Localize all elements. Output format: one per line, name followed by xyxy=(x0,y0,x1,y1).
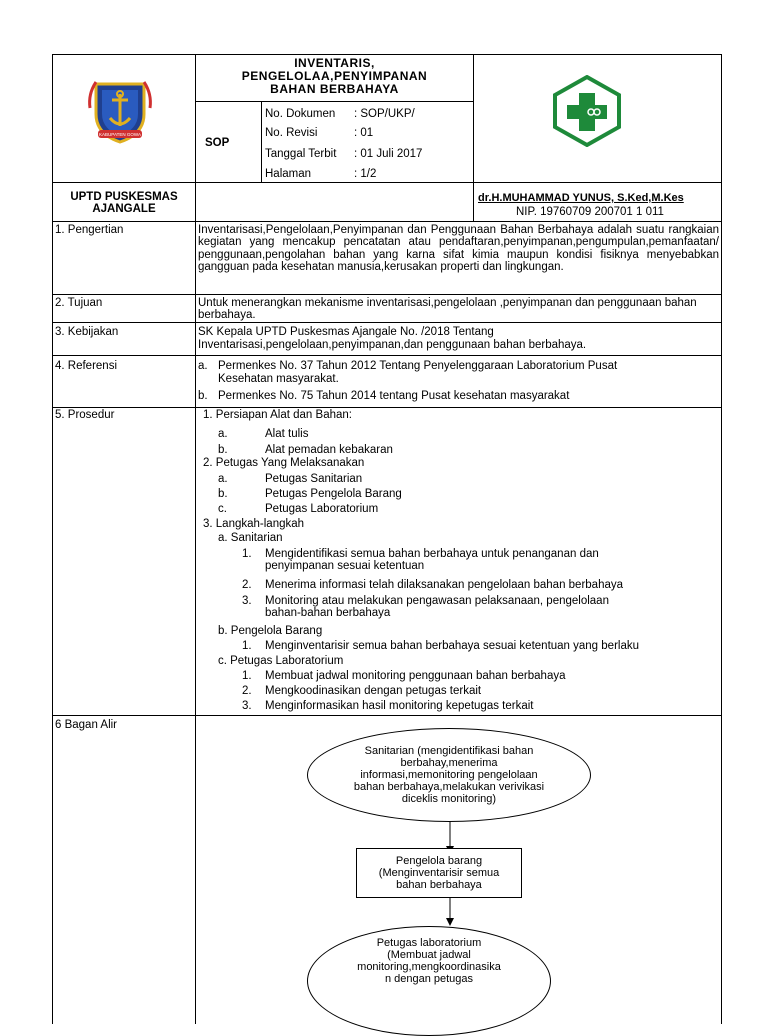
list-item: Mengkoodinasikan dengan petugas terkait xyxy=(265,685,482,697)
section-label-tujuan: 2. Tujuan xyxy=(55,297,103,309)
tujuan-text: Untuk menerangkan mekanisme inventarisasi,pengelolaan ,penyimpanan dan penggunaan bahan berbahaya. xyxy=(198,297,697,321)
prosedur-step: 2. Petugas Yang Melaksanakan xyxy=(203,457,365,469)
meta-value: : 01 Juli 2017 xyxy=(354,148,423,160)
sop-label: SOP xyxy=(205,137,230,149)
list-marker: c. xyxy=(218,503,227,515)
list-marker: b. xyxy=(198,390,208,402)
meta-label: No. Dokumen xyxy=(265,108,336,120)
referensi-item: Permenkes No. 37 Tahun 2012 Tentang Penyelenggaraan Laboratorium Pusat xyxy=(218,360,618,372)
list-item: Petugas Pengelola Barang xyxy=(265,488,402,500)
list-item: Menginventarisir semua bahan berbahaya sesuai ketentuan yang berlaku xyxy=(265,640,639,652)
flow-node-text: Petugas laboratorium (Membuat jadwal monitoring,mengkoordinasika n dengan petugas xyxy=(357,937,501,985)
row-line xyxy=(52,715,722,716)
row-line xyxy=(52,221,722,222)
list-marker: 2. xyxy=(242,579,252,591)
flow-arrow-icon xyxy=(440,896,460,930)
header-title-bottom xyxy=(195,101,473,102)
table-border-top xyxy=(52,54,722,55)
row-line xyxy=(52,294,722,295)
kebijakan-line: Inventarisasi,pengelolaan,penyimpanan,dan penggunaan bahan berbahaya. xyxy=(198,339,587,351)
meta-value: : 01 xyxy=(354,127,374,139)
list-item: bahan-bahan berbahaya xyxy=(265,607,391,619)
list-marker: 1. xyxy=(242,670,252,682)
flow-node-sanitarian xyxy=(307,728,591,822)
list-item: Menerima informasi telah dilaksanakan pengelolaan bahan berbahaya xyxy=(265,579,624,591)
flow-node-pengelola-barang xyxy=(356,848,522,898)
list-item: Mengidentifikasi semua bahan berbahaya untuk penanganan dan xyxy=(265,548,599,560)
list-item: Membuat jadwal monitoring penggunaan bahan berbahaya xyxy=(265,670,566,682)
list-marker: 3. xyxy=(242,700,252,712)
referensi-item: Permenkes No. 75 Tahun 2014 tentang Pusat kesehatan masyarakat xyxy=(218,390,570,402)
pengertian-text: Inventarisasi,Pengelolaan,Penyimpanan dan Penggunaan Bahan Berbahaya adalah suatu rangkaian kegiatan yang mencakup pencatatan atau pendaftaran,penyimpanan,pengumpulan,pemanfaatan/ penggunaan,pengolahan bahan yang karna sifat kimia maupun kondisi fisiknya menyebabkan gangguan pada kesehatan manusia,kerusakan properti dan lingkungan. xyxy=(198,224,719,273)
flow-node-text: Sanitarian (mengidentifikasi bahan berbahay,menerima informasi,memonitoring pengelolaan bahan berbahaya,melakukan verivikasi diceklis monitoring) xyxy=(353,745,545,805)
column-divider xyxy=(195,54,196,1024)
row-line xyxy=(52,355,722,356)
header-row-bottom xyxy=(52,182,722,183)
svg-text:KABUPATEN GOWA: KABUPATEN GOWA xyxy=(99,132,141,137)
row-line xyxy=(52,322,722,323)
list-marker: a. xyxy=(218,473,228,485)
list-item: penyimpanan sesuai ketentuan xyxy=(265,560,425,572)
document-title-line: BAHAN BERBAHAYA xyxy=(270,82,399,96)
signer-nip: NIP. 19760709 200701 1 011 xyxy=(516,206,664,218)
row-line xyxy=(52,407,722,408)
list-item: Alat tulis xyxy=(265,428,309,440)
header-divider-right xyxy=(473,54,474,221)
list-marker: b. xyxy=(218,444,228,456)
puskesmas-logo-icon xyxy=(551,75,623,147)
list-item: Petugas Sanitarian xyxy=(265,473,363,485)
referensi-item: Kesehatan masyarakat. xyxy=(218,373,339,385)
kabupaten-emblem-icon xyxy=(84,74,156,146)
section-label-referensi: 4. Referensi xyxy=(55,360,118,372)
sub-heading: a. Sanitarian xyxy=(218,532,283,544)
flow-node-petugas-laboratorium xyxy=(307,926,551,1036)
list-marker: 3. xyxy=(242,595,252,607)
document-title-line: PENGELOLAA,PENYIMPANAN xyxy=(241,69,428,83)
kebijakan-line: SK Kepala UPTD Puskesmas Ajangale No. /2018 Tentang xyxy=(198,326,494,338)
meta-value: : SOP/UKP/ xyxy=(354,108,415,120)
meta-value: : 1/2 xyxy=(354,168,377,180)
document-title-line: INVENTARIS, xyxy=(294,56,375,70)
section-label-pengertian: 1. Pengertian xyxy=(55,224,124,236)
signer-name: dr.H.MUHAMMAD YUNUS, S.Ked,M.Kes xyxy=(478,192,684,204)
meta-label: No. Revisi xyxy=(265,127,318,139)
header-divider-meta xyxy=(261,102,262,182)
table-border-left xyxy=(52,54,53,1024)
list-item: Menginformasikan hasil monitoring kepetugas terkait xyxy=(265,700,534,712)
sub-heading: c. Petugas Laboratorium xyxy=(218,655,344,667)
table-border-right xyxy=(721,54,722,1024)
section-label-kebijakan: 3. Kebijakan xyxy=(55,326,119,338)
sub-heading: b. Pengelola Barang xyxy=(218,625,323,637)
list-item: Alat pemadan kebakaran xyxy=(265,444,393,456)
list-marker: 2. xyxy=(242,685,252,697)
list-item: Monitoring atau melakukan pengawasan pelaksanaan, pengelolaan xyxy=(265,595,609,607)
meta-label: Tanggal Terbit xyxy=(265,148,337,160)
section-label-prosedur: 5. Prosedur xyxy=(55,409,115,421)
unit-name: UPTD PUSKESMAS AJANGALE xyxy=(70,191,178,215)
flow-node-text: Pengelola barang (Menginventarisir semua bahan berbahaya xyxy=(378,855,500,891)
list-marker: b. xyxy=(218,488,228,500)
list-marker: a. xyxy=(198,360,208,372)
prosedur-step: 3. Langkah-langkah xyxy=(203,518,305,530)
section-label-bagan-alir: 6 Bagan Alir xyxy=(55,719,118,731)
list-item: Petugas Laboratorium xyxy=(265,503,379,515)
list-marker: a. xyxy=(218,428,228,440)
list-marker: 1. xyxy=(242,640,252,652)
prosedur-step: 1. Persiapan Alat dan Bahan: xyxy=(203,409,352,421)
meta-label: Halaman xyxy=(265,168,312,180)
list-marker: 1. xyxy=(242,548,252,560)
